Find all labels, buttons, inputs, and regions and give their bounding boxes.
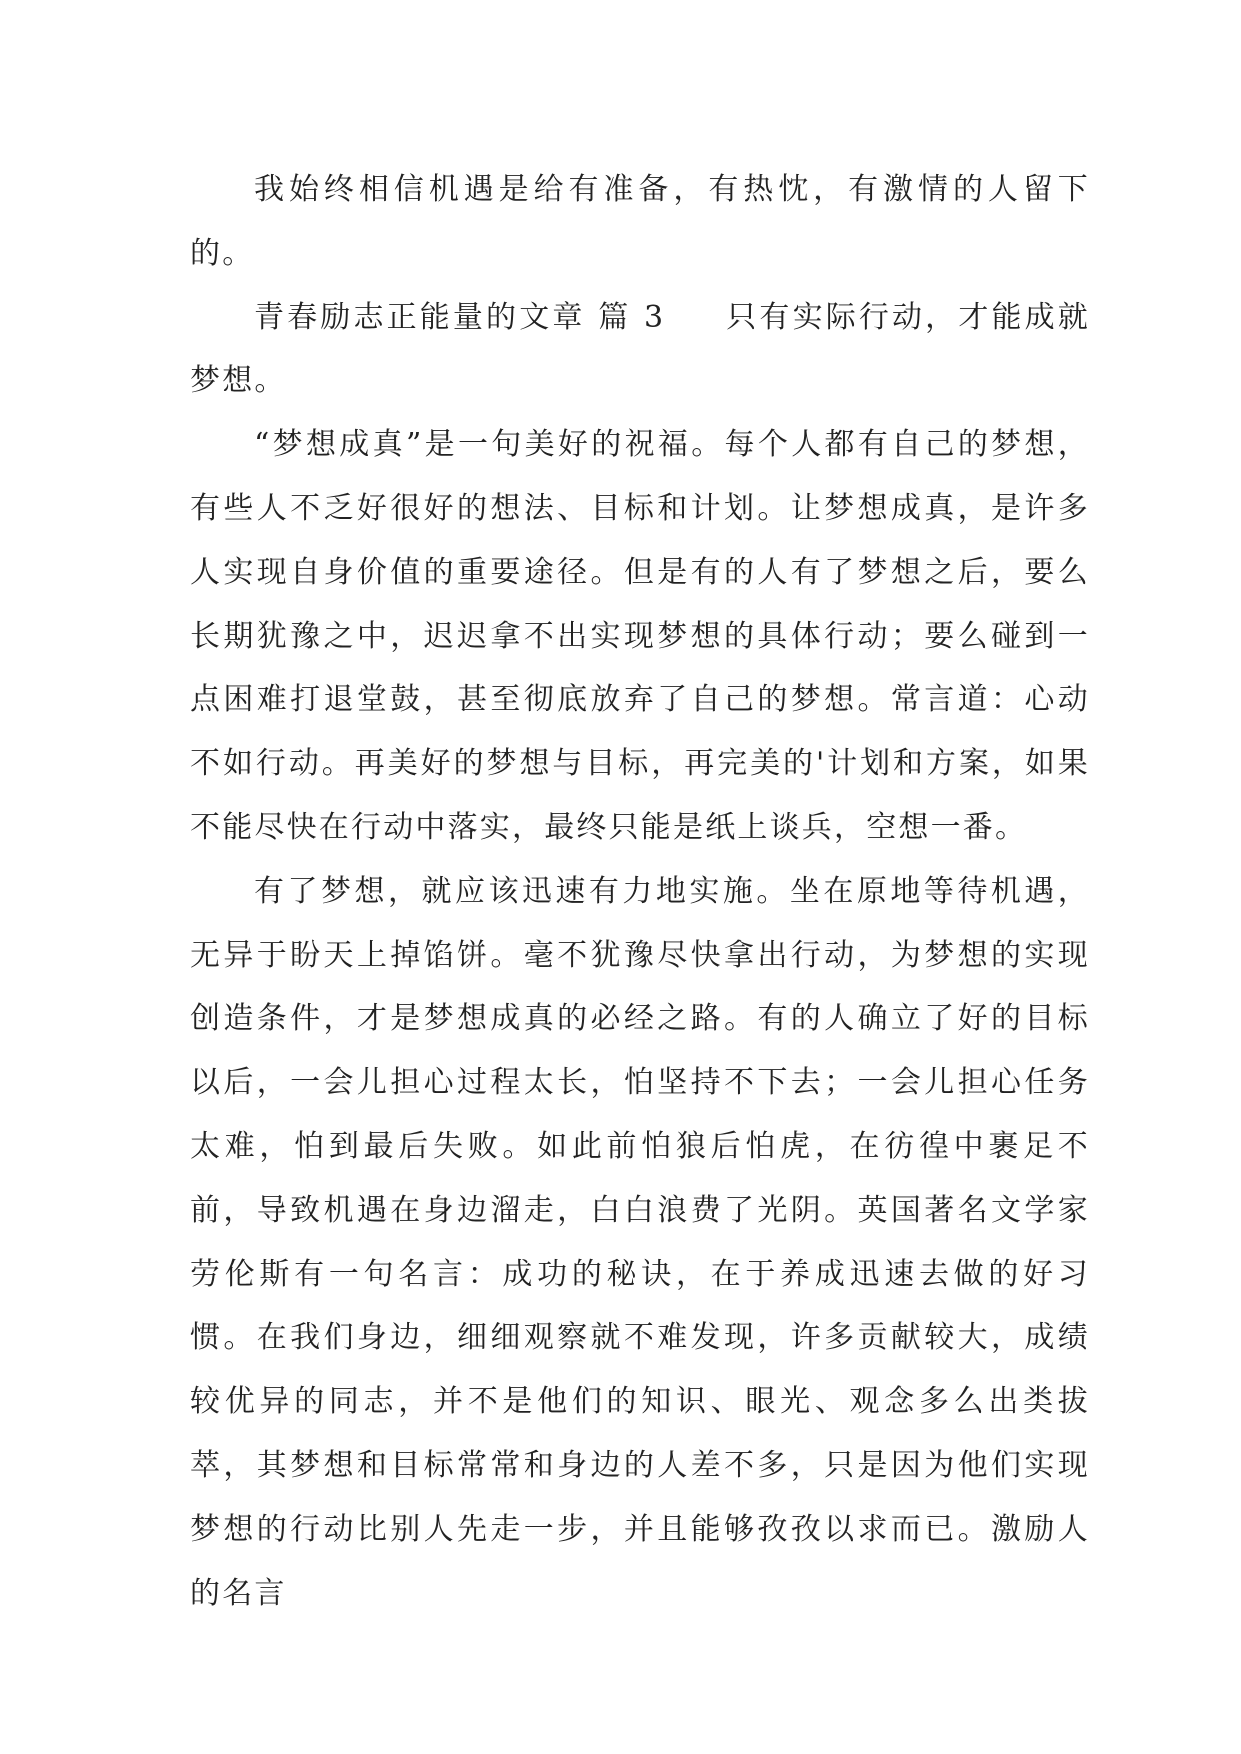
document-body <box>190 158 1090 1625</box>
paragraph-dream: “梦想成真”是一句美好的祝福。每个人都有自己的梦想，有些人不乏好很好的想法、目标和计划。让梦想成真，是许多人实现自身价值的重要途径。但是有的人有了梦想之后，要么长期犹豫之中，迟迟拿不出实现梦想的具体行动；要么碰到一点困难打退堂鼓，甚至彻底放弃了自己的梦想。常言道：心动不如行动。再美好的梦想与目标，再完美的'计划和方案，如果不能尽快在行动中落实，最终只能是纸上谈兵，空想一番。 <box>190 427 1090 845</box>
paragraph-action: 有了梦想，就应该迅速有力地实施。坐在原地等待机遇，无异于盼天上掉馅饼。毫不犹豫尽快拿出行动，为梦想的实现创造条件，才是梦想成真的必经之路。有的人确立了好的目标以后，一会儿担心过程太长，怕坚持不下去；一会儿担心任务太难，怕到最后失败。如此前怕狼后怕虎，在彷徨中裹足不前，导致机遇在身边溜走，白白浪费了光阴。英国著名文学家劳伦斯有一句名言：成功的秘诀，在于养成迅速去做的好习惯。在我们身边，细细观察就不难发现，许多贡献较大，成绩较优异的同志，并不是他们的知识、眼光、观念多么出类拔萃，其梦想和目标常常和身边的人差不多，只是因为他们实现梦想的行动比别人先走一步，并且能够孜孜以求而已。激励人的名言 <box>190 873 1090 1611</box>
section-heading <box>190 286 1090 414</box>
section-title: 青春励志正能量的文章 <box>254 299 586 335</box>
section-subtitle: 只有实际行动，才能成就梦想。 <box>190 299 1090 399</box>
section-number: 篇 3 <box>598 299 666 335</box>
paragraph-intro: 我始终相信机遇是给有准备，有热忱，有激情的人留下的。 <box>190 172 1090 271</box>
